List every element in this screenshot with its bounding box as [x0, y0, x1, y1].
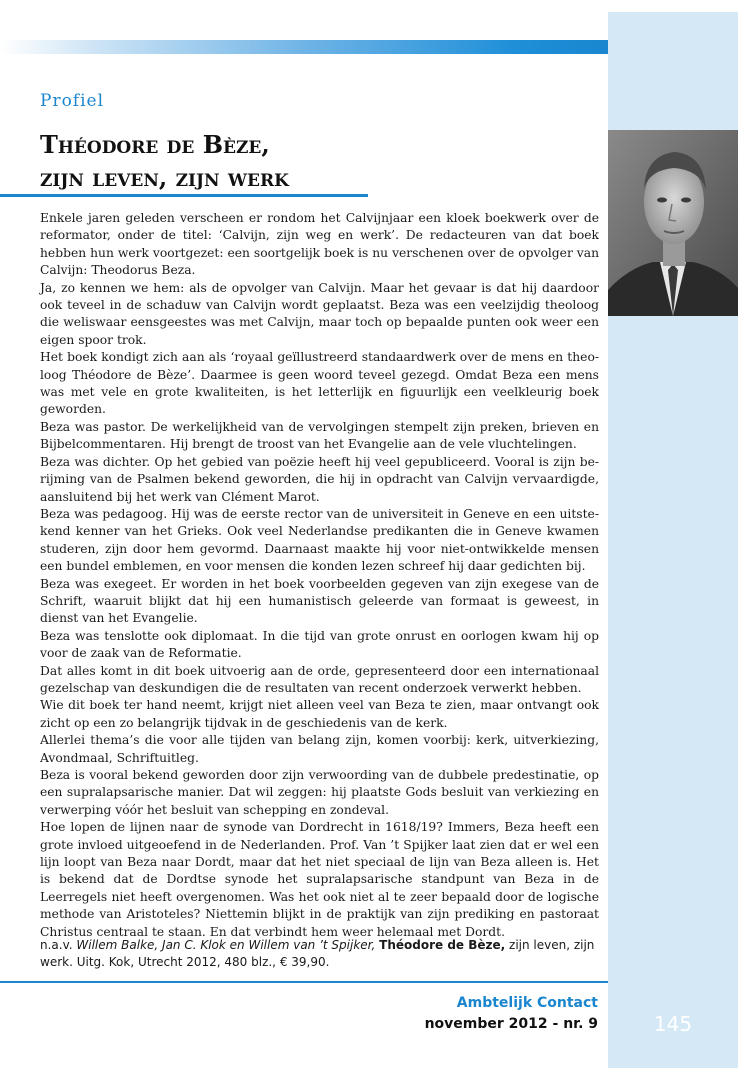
- paragraph: Allerlei thema’s die voor alle tijden van belang zijn, komen voorbij: kerk, uitverkiezing, Avondmaal, Schriftuitleg.: [40, 733, 599, 765]
- reference-publication: zijn leven, zijn werk. Uitg. Kok, Utrecht 2012, 480 blz., € 39,90.: [40, 938, 595, 969]
- paragraph: Beza was tenslotte ook diplomaat. In die tijd van grote onrust en oorlogen kwam hij op voor de zaak van de Reformatie.: [40, 628, 599, 661]
- paragraph: Dat alles komt in dit boek uitvoerig aan de orde, gepresenteerd door een internationaal gezelschap van deskundigen die de resultaten van recent onderzoek verwerkt hebben.: [40, 663, 599, 695]
- paragraph: Het boek kondigt zich aan als ‘royaal geïllustreerd standaardwerk over de mens en theoloog Théodore de Bèze’. Daarmee is geen woord teveel gezegd. Omdat Beza een mens was met vele en grote kwaliteiten, is het letterlijk en figuurlijk een veelkleurig boek geworden.: [40, 350, 599, 417]
- reference-prefix: n.a.v.: [40, 938, 77, 952]
- paragraph: Beza was dichter. Op het gebied van poëzie heeft hij veel gepubliceerd. Vooral is zijn berijming van de Psalmen bekend geworden, die hij in opdracht van Calvijn vervaardigde, aansluitend bij het werk van Clément Marot.: [40, 454, 599, 504]
- issue-info: november 2012 - nr. 9: [424, 1016, 598, 1032]
- title-underline: [0, 194, 368, 197]
- reference-book-title: Théodore de Bèze,: [379, 938, 506, 952]
- journal-name: Ambtelijk Contact: [456, 995, 598, 1011]
- paragraph: Beza was pedagoog. Hij was de eerste rector van de universiteit in Geneve en een uitstekend kenner van het Grieks. Ook veel Nederlandse predikanten die in Geneve kwamen studeren, zijn door hem gevormd. Daarnaast maakte hij voor niet-ontwikkelde mensen een bundel emblemen, en voor mensen die konden lezen schreef hij daar gedichten bij.: [40, 506, 599, 574]
- paragraph: Enkele jaren geleden verscheen er rondom het Calvijnjaar een kloek boekwerk over de reformator, onder de titel: ‘Calvijn, zijn weg en werk’. De redacteuren van dat boek hebben hun werk voortgezet: een soortgelijk boek is nu verschenen over de opvolger van Calvijn: Theodorus Beza.: [40, 211, 599, 278]
- footer-rule: [0, 981, 608, 983]
- portrait-image: [608, 130, 738, 316]
- article-body: [40, 210, 599, 941]
- paragraph: Wie dit boek ter hand neemt, krijgt niet alleen veel van Beza te zien, maar ontvangt ook zicht op een zo belangrijk tijdvak in de geschiedenis van de kerk.: [40, 698, 599, 730]
- article-title-line-2: zijn leven, zijn werk: [40, 163, 289, 192]
- book-reference: [40, 937, 599, 971]
- section-label: Profiel: [40, 91, 105, 111]
- paragraph: Beza was exegeet. Er worden in het boek voorbeelden gegeven van zijn exegese van de Schrift, waaruit blijkt dat hij een humanistisch geleerde van formaat is geweest, in dienst van het Evangelie.: [40, 576, 599, 626]
- paragraph: Hoe lopen de lijnen naar de synode van Dordrecht in 1618/19? Immers, Beza heeft een grote invloed uitgeoefend in de Nederlanden. Prof. Van ’t Spijker laat zien dat er wel een lijn loopt van Beza naar Dordt, maar dat het niet speciaal de lijn van Beza alleen is. Het is bekend dat de Dordtse synode het supralapsarische standpunt van Beza in de Leerregels niet heeft overgenomen. Was het ook niet al te zeer bepaald door de logische methode van Aristoteles? Niettemin blijkt in de praktijk van zijn prediking en pastoraat Christus centraal te staan. En dat verbindt hem weer helemaal met Dordt.: [40, 820, 599, 939]
- article-title-line-1: Théodore de Bèze,: [40, 130, 270, 159]
- article-title: [40, 128, 289, 194]
- header-gradient-band: [0, 40, 608, 54]
- author-portrait-photo: [608, 130, 738, 316]
- paragraph: Beza was pastor. De werkelijkheid van de vervolgingen stempelt zijn preken, brieven en Bijbelcommentaren. Hij brengt de troost van het Evangelie aan de vele vluchtelingen.: [40, 419, 599, 452]
- reference-authors: Willem Balke, Jan C. Klok en Willem van ’t Spijker,: [76, 938, 376, 952]
- paragraph: Beza is vooral bekend geworden door zijn verwoording van de dubbele predestinatie, op een supralapsarische manier. Dat wil zeggen: hij plaatste Gods besluit van verkiezing en verwerping vóór het besluit van schepping en zondeval.: [40, 768, 599, 817]
- page-number: 145: [653, 1012, 693, 1036]
- paragraph: Ja, zo kennen we hem: als de opvolger van Calvijn. Maar het gevaar is dat hij daardoor ook teveel in de schaduw van Calvijn wordt geplaatst. Beza was een veelzijdig theoloog die weliswaar eensgeestes was met Calvijn, maar toch op bepaalde punten ook weer een eigen spoor trok.: [40, 280, 599, 347]
